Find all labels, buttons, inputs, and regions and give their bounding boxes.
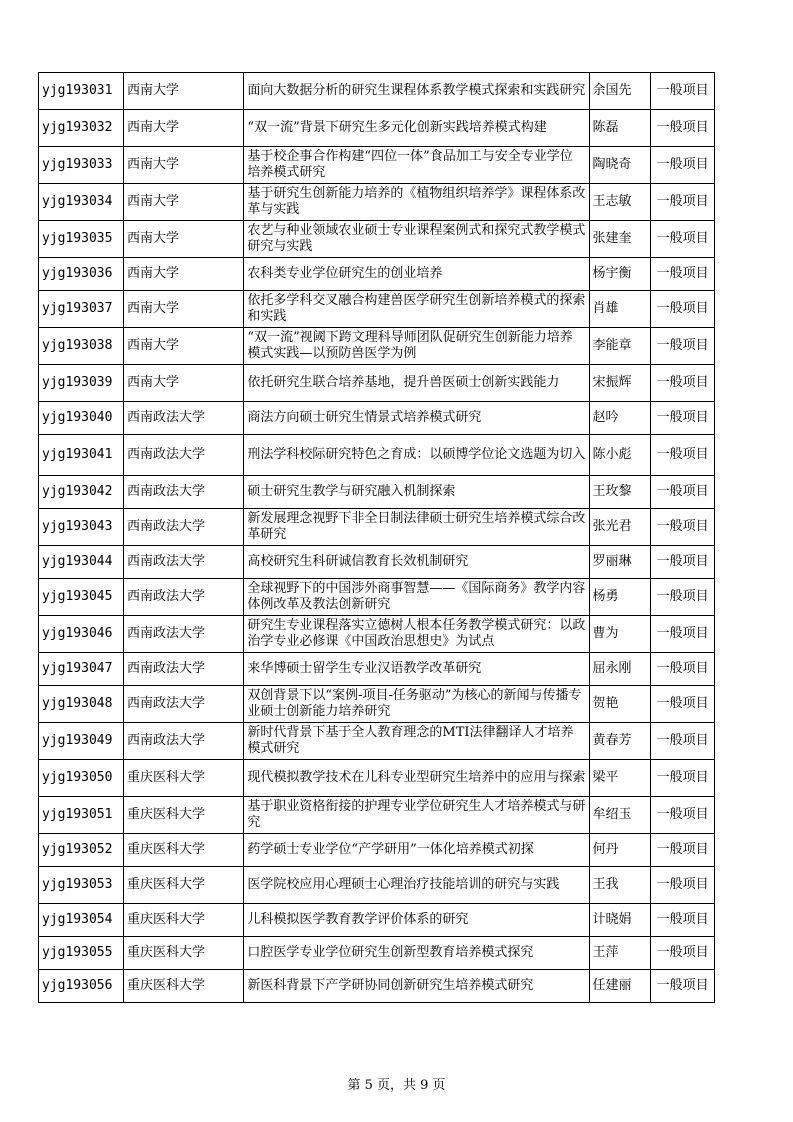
university-cell [124, 73, 244, 110]
project-id-cell [39, 579, 124, 616]
project-title-cell [244, 258, 589, 291]
project-title-cell [244, 834, 589, 867]
university-cell [124, 476, 244, 509]
university-text: 西南大学 [127, 301, 180, 316]
project-title-text: 医学院校应用心理硕士心理治疗技能培训的研究与实践 [247, 877, 560, 892]
project-type-text: 一般项目 [656, 266, 709, 281]
project-type-text: 一般项目 [656, 626, 709, 641]
university-cell [124, 509, 244, 546]
project-type-text: 一般项目 [656, 554, 709, 569]
university-text: 西南政法大学 [127, 447, 206, 462]
university-cell [124, 970, 244, 1003]
table-row [39, 402, 715, 435]
project-type-text: 一般项目 [656, 83, 709, 98]
project-type-cell [651, 147, 715, 184]
leader-text: 王志敏 [592, 194, 632, 209]
leader-cell [589, 937, 651, 970]
table-row [39, 291, 715, 328]
project-id-text: yjg193044 [42, 554, 113, 569]
table-row [39, 686, 715, 723]
project-id-cell [39, 221, 124, 258]
university-text: 西南大学 [127, 157, 180, 172]
university-text: 西南政法大学 [127, 484, 206, 499]
project-title-cell [244, 970, 589, 1003]
project-id-cell [39, 686, 124, 723]
university-cell [124, 616, 244, 653]
project-type-cell [651, 937, 715, 970]
project-title-cell [244, 184, 589, 221]
project-title-cell [244, 365, 589, 402]
table-row [39, 435, 715, 476]
leader-text: 曹为 [592, 626, 619, 641]
project-type-text: 一般项目 [656, 877, 709, 892]
project-title-text: 来华博硕士留学生专业汉语教学改革研究 [247, 661, 482, 676]
project-type-text: 一般项目 [656, 410, 709, 425]
project-id-cell [39, 834, 124, 867]
project-id-cell [39, 760, 124, 797]
university-cell [124, 147, 244, 184]
project-id-text: yjg193050 [42, 770, 113, 785]
project-id-cell [39, 970, 124, 1003]
project-id-cell [39, 904, 124, 937]
leader-cell [589, 476, 651, 509]
project-type-cell [651, 73, 715, 110]
project-title-text: 口腔医学专业学位研究生创新型教育培养模式探究 [247, 945, 534, 960]
project-title-text: 依托多学科交叉融合构建兽医学研究生创新培养模式的探索和实践 [247, 293, 586, 324]
project-type-cell [651, 904, 715, 937]
university-cell [124, 760, 244, 797]
university-cell [124, 686, 244, 723]
project-type-text: 一般项目 [656, 120, 709, 135]
leader-text: 肖雄 [592, 301, 619, 316]
project-type-text: 一般项目 [656, 447, 709, 462]
project-id-cell [39, 184, 124, 221]
project-id-cell [39, 509, 124, 546]
project-id-text: yjg193042 [42, 484, 113, 499]
project-title-text: 新医科背景下产学研协同创新研究生培养模式研究 [247, 978, 534, 993]
project-title-text: “双一流”背景下研究生多元化创新实践培养模式构建 [247, 120, 547, 135]
project-title-cell [244, 904, 589, 937]
table-row [39, 110, 715, 147]
university-text: 重庆医科大学 [127, 945, 206, 960]
project-title-text: 双创背景下以“案例-项目-任务驱动”为核心的新闻与传播专业硕士创新能力培养研究 [247, 688, 582, 719]
university-cell [124, 110, 244, 147]
university-text: 重庆医科大学 [127, 912, 206, 927]
university-cell [124, 546, 244, 579]
project-title-cell [244, 579, 589, 616]
project-title-text: 硕士研究生教学与研究融入机制探索 [247, 484, 456, 499]
project-id-cell [39, 73, 124, 110]
project-id-cell [39, 365, 124, 402]
university-text: 西南政法大学 [127, 661, 206, 676]
project-id-cell [39, 723, 124, 760]
leader-cell [589, 509, 651, 546]
leader-cell [589, 435, 651, 476]
project-id-cell [39, 402, 124, 435]
project-type-text: 一般项目 [656, 945, 709, 960]
project-type-cell [651, 402, 715, 435]
project-id-text: yjg193049 [42, 733, 113, 748]
project-id-text: yjg193056 [42, 978, 113, 993]
leader-cell [589, 970, 651, 1003]
leader-text: 杨宇衡 [592, 266, 632, 281]
leader-text: 王玫黎 [592, 484, 632, 499]
project-title-cell [244, 476, 589, 509]
university-cell [124, 221, 244, 258]
project-title-text: 商法方向硕士研究生情景式培养模式研究 [247, 410, 482, 425]
project-title-cell [244, 435, 589, 476]
project-id-text: yjg193043 [42, 519, 113, 534]
project-title-text: 研究生专业课程落实立德树人根本任务教学模式研究：以政治学专业必修课《中国政治思想史》为试点 [247, 618, 586, 649]
project-id-text: yjg193046 [42, 626, 113, 641]
project-title-cell [244, 73, 589, 110]
leader-cell [589, 579, 651, 616]
table-row [39, 365, 715, 402]
project-title-text: “双一流”视阈下跨文理科导师团队促研究生创新能力培养模式实践—以预防兽医学为例 [247, 330, 573, 361]
project-id-text: yjg193055 [42, 945, 113, 960]
leader-text: 罗丽琳 [592, 554, 632, 569]
university-text: 西南政法大学 [127, 519, 206, 534]
project-title-cell [244, 328, 589, 365]
project-type-text: 一般项目 [656, 375, 709, 390]
university-cell [124, 328, 244, 365]
project-type-cell [651, 970, 715, 1003]
project-type-cell [651, 686, 715, 723]
university-text: 重庆医科大学 [127, 842, 206, 857]
leader-text: 贺艳 [592, 696, 619, 711]
leader-text: 赵吟 [592, 410, 619, 425]
leader-cell [589, 686, 651, 723]
project-title-text: 依托研究生联合培养基地，提升兽医硕士创新实践能力 [247, 375, 560, 390]
leader-text: 陶晓奇 [592, 157, 632, 172]
table-row [39, 616, 715, 653]
leader-text: 屈永刚 [592, 661, 632, 676]
project-title-cell [244, 797, 589, 834]
project-type-text: 一般项目 [656, 194, 709, 209]
project-title-cell [244, 616, 589, 653]
project-id-cell [39, 291, 124, 328]
project-id-cell [39, 110, 124, 147]
leader-text: 计晓娟 [592, 912, 632, 927]
project-type-cell [651, 797, 715, 834]
university-cell [124, 797, 244, 834]
leader-cell [589, 258, 651, 291]
project-id-text: yjg193038 [42, 338, 113, 353]
leader-cell [589, 184, 651, 221]
project-title-text: 现代模拟教学技术在儿科专业型研究生培养中的应用与探索 [247, 770, 586, 785]
table-row [39, 653, 715, 686]
project-title-cell [244, 110, 589, 147]
project-type-text: 一般项目 [656, 301, 709, 316]
leader-cell [589, 653, 651, 686]
university-text: 西南政法大学 [127, 589, 206, 604]
table-row [39, 834, 715, 867]
leader-text: 张光君 [592, 519, 632, 534]
leader-text: 黄春芳 [592, 733, 632, 748]
table-row [39, 221, 715, 258]
project-title-cell [244, 867, 589, 904]
university-cell [124, 365, 244, 402]
project-type-cell [651, 258, 715, 291]
university-text: 西南大学 [127, 231, 180, 246]
project-id-text: yjg193047 [42, 661, 113, 676]
leader-cell [589, 760, 651, 797]
project-type-text: 一般项目 [656, 661, 709, 676]
project-title-cell [244, 653, 589, 686]
project-type-cell [651, 616, 715, 653]
table-row [39, 546, 715, 579]
leader-cell [589, 221, 651, 258]
project-type-text: 一般项目 [656, 842, 709, 857]
leader-text: 王萍 [592, 945, 619, 960]
project-id-cell [39, 435, 124, 476]
project-id-text: yjg193052 [42, 842, 113, 857]
project-type-cell [651, 110, 715, 147]
university-text: 重庆医科大学 [127, 877, 206, 892]
project-id-text: yjg193033 [42, 157, 113, 172]
project-id-text: yjg193045 [42, 589, 113, 604]
leader-cell [589, 723, 651, 760]
project-title-cell [244, 221, 589, 258]
project-type-cell [651, 291, 715, 328]
leader-text: 王我 [592, 877, 619, 892]
project-id-text: yjg193032 [42, 120, 113, 135]
university-text: 重庆医科大学 [127, 807, 206, 822]
project-type-cell [651, 221, 715, 258]
university-text: 西南大学 [127, 120, 180, 135]
university-text: 西南政法大学 [127, 626, 206, 641]
leader-cell [589, 328, 651, 365]
project-type-cell [651, 184, 715, 221]
project-type-cell [651, 365, 715, 402]
project-type-text: 一般项目 [656, 807, 709, 822]
project-title-cell [244, 147, 589, 184]
project-title-cell [244, 937, 589, 970]
project-title-cell [244, 546, 589, 579]
project-id-text: yjg193037 [42, 301, 113, 316]
project-id-text: yjg193031 [42, 83, 113, 98]
table-row [39, 797, 715, 834]
project-title-text: 高校研究生科研诚信教育长效机制研究 [247, 554, 469, 569]
university-text: 西南政法大学 [127, 696, 206, 711]
leader-text: 杨勇 [592, 589, 619, 604]
university-cell [124, 291, 244, 328]
project-id-text: yjg193039 [42, 375, 113, 390]
project-title-text: 儿科模拟医学教育教学评价体系的研究 [247, 912, 469, 927]
university-text: 西南大学 [127, 83, 180, 98]
project-id-text: yjg193053 [42, 877, 113, 892]
table-row [39, 904, 715, 937]
project-id-cell [39, 147, 124, 184]
leader-text: 牟绍玉 [592, 807, 632, 822]
project-id-text: yjg193051 [42, 807, 113, 822]
project-title-cell [244, 509, 589, 546]
project-id-cell [39, 328, 124, 365]
project-id-cell [39, 616, 124, 653]
leader-cell [589, 616, 651, 653]
projects-table-body [39, 73, 715, 1003]
table-row [39, 258, 715, 291]
table-row [39, 328, 715, 365]
project-title-text: 刑法学科校际研究特色之育成：以硕博学位论文选题为切入 [247, 447, 586, 462]
leader-text: 张建奎 [592, 231, 632, 246]
leader-cell [589, 402, 651, 435]
university-text: 西南大学 [127, 338, 180, 353]
table-row [39, 147, 715, 184]
project-title-text: 农科类专业学位研究生的创业培养 [247, 266, 443, 281]
leader-text: 陈小彪 [592, 447, 632, 462]
project-type-text: 一般项目 [656, 231, 709, 246]
leader-text: 宋振辉 [592, 375, 632, 390]
project-type-text: 一般项目 [656, 912, 709, 927]
project-title-text: 基于校企事合作构建“四位一体”食品加工与安全专业学位培养模式研究 [247, 149, 573, 180]
university-cell [124, 723, 244, 760]
project-id-cell [39, 797, 124, 834]
project-title-text: 全球视野下的中国涉外商事智慧——《国际商务》教学内容体例改革及教法创新研究 [247, 581, 586, 612]
project-type-text: 一般项目 [656, 770, 709, 785]
leader-text: 梁平 [592, 770, 619, 785]
university-text: 西南政法大学 [127, 410, 206, 425]
university-text: 西南大学 [127, 266, 180, 281]
project-type-text: 一般项目 [656, 696, 709, 711]
project-id-text: yjg193048 [42, 696, 113, 711]
project-id-text: yjg193040 [42, 410, 113, 425]
university-text: 西南大学 [127, 375, 180, 390]
leader-text: 李能章 [592, 338, 632, 353]
project-title-text: 面向大数据分析的研究生课程体系教学模式探索和实践研究 [247, 83, 586, 98]
leader-text: 陈磊 [592, 120, 619, 135]
university-cell [124, 904, 244, 937]
university-cell [124, 435, 244, 476]
university-cell [124, 402, 244, 435]
project-title-text: 新时代背景下基于全人教育理念的MTI法律翻译人才培养模式研究 [247, 725, 574, 756]
project-type-cell [651, 867, 715, 904]
leader-cell [589, 546, 651, 579]
university-text: 西南政法大学 [127, 554, 206, 569]
project-id-cell [39, 258, 124, 291]
leader-cell [589, 73, 651, 110]
university-cell [124, 937, 244, 970]
project-id-text: yjg193034 [42, 194, 113, 209]
university-text: 重庆医科大学 [127, 978, 206, 993]
table-row [39, 867, 715, 904]
project-type-cell [651, 653, 715, 686]
table-row [39, 970, 715, 1003]
project-type-text: 一般项目 [656, 733, 709, 748]
table-row [39, 760, 715, 797]
project-id-cell [39, 546, 124, 579]
project-type-text: 一般项目 [656, 978, 709, 993]
leader-text: 余国先 [592, 83, 632, 98]
university-cell [124, 653, 244, 686]
project-title-cell [244, 686, 589, 723]
project-type-cell [651, 834, 715, 867]
university-text: 重庆医科大学 [127, 770, 206, 785]
leader-cell [589, 834, 651, 867]
table-row [39, 723, 715, 760]
project-id-text: yjg193035 [42, 231, 113, 246]
project-id-text: yjg193041 [42, 447, 113, 462]
leader-cell [589, 110, 651, 147]
project-title-cell [244, 723, 589, 760]
project-type-cell [651, 760, 715, 797]
project-title-text: 药学硕士专业学位“产学研用”一体化培养模式初探 [247, 842, 534, 857]
leader-cell [589, 867, 651, 904]
leader-cell [589, 291, 651, 328]
table-row [39, 476, 715, 509]
project-id-cell [39, 653, 124, 686]
project-id-text: yjg193054 [42, 912, 113, 927]
project-title-cell [244, 291, 589, 328]
project-type-cell [651, 509, 715, 546]
project-type-text: 一般项目 [656, 157, 709, 172]
project-title-cell [244, 760, 589, 797]
table-row [39, 579, 715, 616]
project-type-cell [651, 328, 715, 365]
project-type-text: 一般项目 [656, 589, 709, 604]
leader-cell [589, 147, 651, 184]
leader-cell [589, 904, 651, 937]
project-type-cell [651, 546, 715, 579]
table-row [39, 184, 715, 221]
university-cell [124, 258, 244, 291]
project-title-cell [244, 402, 589, 435]
project-id-cell [39, 476, 124, 509]
project-title-text: 新发展理念视野下非全日制法律硕士研究生培养模式综合改革研究 [247, 511, 586, 542]
university-text: 西南政法大学 [127, 733, 206, 748]
university-cell [124, 867, 244, 904]
leader-cell [589, 797, 651, 834]
table-row [39, 73, 715, 110]
project-type-text: 一般项目 [656, 484, 709, 499]
project-id-cell [39, 867, 124, 904]
project-type-text: 一般项目 [656, 338, 709, 353]
leader-cell [589, 365, 651, 402]
project-type-text: 一般项目 [656, 519, 709, 534]
project-type-cell [651, 723, 715, 760]
project-title-text: 基于职业资格衔接的护理专业学位研究生人才培养模式与研究 [247, 799, 586, 830]
university-cell [124, 184, 244, 221]
leader-text: 何丹 [592, 842, 619, 857]
project-title-text: 农艺与种业领域农业硕士专业课程案例式和探究式教学模式研究与实践 [247, 223, 586, 254]
project-type-cell [651, 476, 715, 509]
university-text: 西南大学 [127, 194, 180, 209]
university-cell [124, 834, 244, 867]
university-cell [124, 579, 244, 616]
project-type-cell [651, 579, 715, 616]
projects-table [38, 72, 715, 1003]
project-id-text: yjg193036 [42, 266, 113, 281]
project-id-cell [39, 937, 124, 970]
page-footer: 第 5 页，共 9 页 [347, 1078, 446, 1093]
project-type-cell [651, 435, 715, 476]
table-row [39, 509, 715, 546]
table-row [39, 937, 715, 970]
leader-text: 任建丽 [592, 978, 632, 993]
project-title-text: 基于研究生创新能力培养的《植物组织培养学》课程体系改革与实践 [247, 186, 586, 217]
